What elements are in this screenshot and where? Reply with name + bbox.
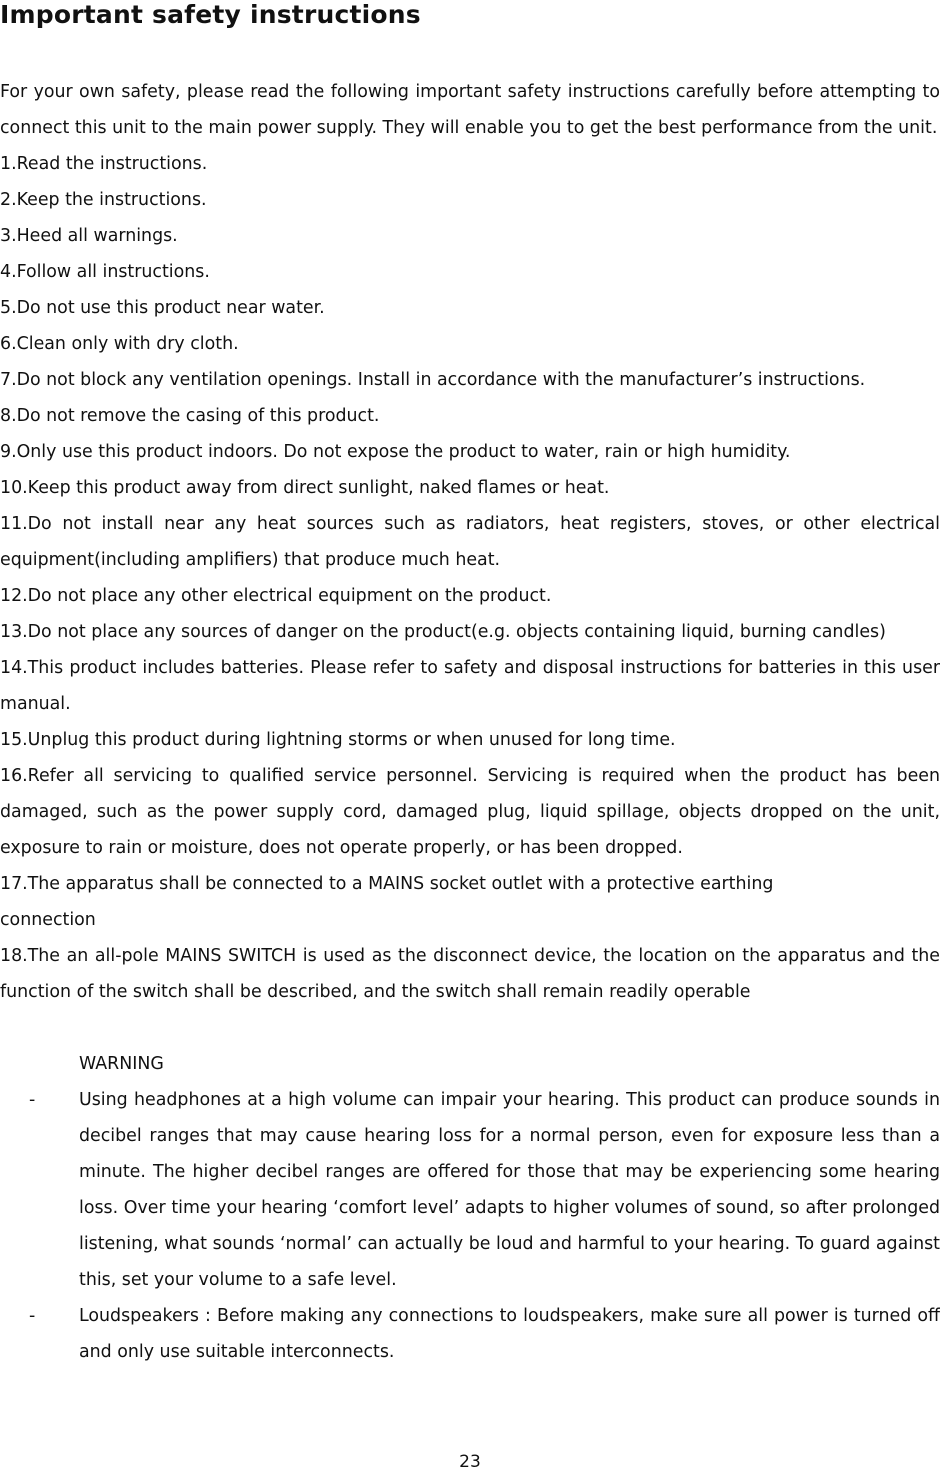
bullet-marker: - <box>29 1090 36 1110</box>
instruction-item-13: 13.Do not place any sources of danger on the product(e.g. objects containing liquid, burning candles) <box>0 622 886 642</box>
instruction-item-1: 1.Read the instructions. <box>0 154 208 174</box>
instruction-item-17-continued: connection <box>0 910 96 930</box>
instruction-item-7: 7.Do not block any ventilation openings. Install in accordance with the manufacturer’s instructions. <box>0 370 866 390</box>
warning-bullet-text: Loudspeakers : Before making any connections to loudspeakers, make sure all power is turned off and only use suitable interconnects. <box>79 1306 940 1362</box>
page-number: 23 <box>459 1452 481 1472</box>
instruction-item-6: 6.Clean only with dry cloth. <box>0 334 239 354</box>
section-spacer <box>0 1010 940 1046</box>
intro-paragraph: For your own safety, please read the following important safety instructions carefully before attempting to connect this unit to the main power supply. They will enable you to get the best performance from the unit. <box>0 82 940 138</box>
instruction-item-5: 5.Do not use this product near water. <box>0 298 325 318</box>
instruction-item-9: 9.Only use this product indoors. Do not expose the product to water, rain or high humidity. <box>0 442 791 462</box>
instruction-item-15: 15.Unplug this product during lightning storms or when unused for long time. <box>0 730 676 750</box>
instruction-item-17: 17.The apparatus shall be connected to a MAINS socket outlet with a protective earthing <box>0 874 774 894</box>
instruction-item-11: 11.Do not install near any heat sources such as radiators, heat registers, stoves, or other electrical equipment(including amplifiers) that produce much heat. <box>0 514 940 570</box>
instruction-item-16: 16.Refer all servicing to qualified service personnel. Servicing is required when the product has been damaged, such as the power supply cord, damaged plug, liquid spillage, objects dropped on the unit, exposure to rain or moisture, does not operate properly, or has been dropped. <box>0 766 940 858</box>
instruction-item-3: 3.Heed all warnings. <box>0 226 178 246</box>
instruction-item-8: 8.Do not remove the casing of this product. <box>0 406 380 426</box>
warning-bullet-headphones <box>0 1082 940 1298</box>
instruction-item-14: 14.This product includes batteries. Please refer to safety and disposal instructions for batteries in this user manual. <box>0 658 940 714</box>
page-title: Important safety instructions <box>0 0 421 29</box>
instruction-item-18: 18.The an all-pole MAINS SWITCH is used as the disconnect device, the location on the apparatus and the function of the switch shall be described, and the switch shall remain readily operable <box>0 946 940 1002</box>
warning-bullet-text: Using headphones at a high volume can impair your hearing. This product can produce sounds in decibel ranges that may cause hearing loss for a normal person, even for exposure less than a minute. The higher decibel ranges are offered for those that may be experiencing some hearing loss. Over time your hearing ‘comfort level’ adapts to higher volumes of sound, so after prolonged listening, what sounds ‘normal’ can actually be loud and harmful to your hearing. To guard against this, set your volume to a safe level. <box>79 1090 940 1290</box>
instructions-body <box>0 74 940 1370</box>
instruction-item-10: 10.Keep this product away from direct sunlight, naked flames or heat. <box>0 478 610 498</box>
instruction-item-4: 4.Follow all instructions. <box>0 262 210 282</box>
warning-bullet-loudspeakers <box>0 1298 940 1370</box>
bullet-marker: - <box>29 1306 36 1326</box>
warning-heading: WARNING <box>79 1054 164 1074</box>
instruction-item-12: 12.Do not place any other electrical equipment on the product. <box>0 586 552 606</box>
instruction-item-2: 2.Keep the instructions. <box>0 190 207 210</box>
